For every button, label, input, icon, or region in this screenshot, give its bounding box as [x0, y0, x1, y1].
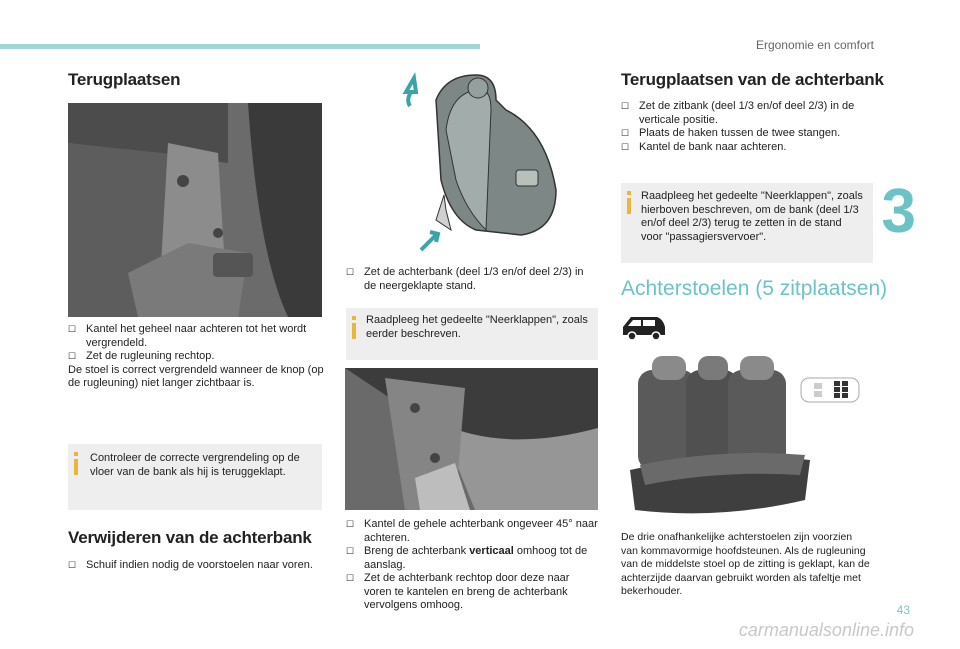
left2-bullet-1: ☐ Schuif indien nodig de voorstoelen naar voren. [68, 559, 313, 571]
left-info-note: Controleer de correcte vergrendeling op de vloer van de bank als hij is teruggeklapt. [68, 444, 322, 510]
right-instructions [621, 100, 875, 154]
square-bullet-icon: ☐ [621, 128, 630, 138]
page-number: 43 [896, 603, 910, 617]
right-bullet-1: ☐ Zet de zitbank (deel 1/3 en/of deel 2/3) in de verticale positie. [621, 100, 855, 126]
seat-drawing-folded [396, 70, 566, 260]
middle2-bullet-1: ☐ Kantel de gehele achterbank ongeveer 45° naar achteren. [346, 518, 598, 544]
rear-seats-illustration [630, 350, 815, 518]
left-instructions [68, 323, 330, 391]
square-bullet-icon: ☐ [346, 546, 355, 556]
right-bullet-2: ☐ Plaats de haken tussen de twee stangen. [621, 127, 841, 139]
right-title: Terugplaatsen van de achterbank [621, 70, 884, 89]
photo-seat-removal [345, 368, 598, 510]
middle-info-note: Raadpleeg het gedeelte "Neerklappen", zoals eerder beschreven. [346, 308, 598, 360]
square-bullet-icon: ☐ [68, 351, 77, 361]
square-bullet-icon: ☐ [346, 573, 355, 583]
left-paragraph: De stoel is correct vergrendeld wanneer de knop (op de rugleuning) niet langer zichtbaar is. [68, 363, 324, 389]
info-icon [627, 191, 631, 195]
left-title2: Verwijderen van de achterbank [68, 528, 312, 547]
watermark: carmanualsonline.info [738, 620, 914, 640]
middle-bullet-1: ☐ Zet de achterbank (deel 1/3 en/of deel 2/3) in de neergeklapte stand. [346, 266, 584, 292]
middle-instructions2 [346, 518, 598, 613]
square-bullet-icon: ☐ [346, 267, 355, 277]
middle2-bullet-2: ☐ Breng de achterbank verticaal omhoog tot de aanslag. [346, 545, 588, 571]
car-icon [621, 313, 667, 343]
right-title2: Achterstoelen (5 zitplaatsen) [621, 277, 888, 300]
right-info-note: Raadpleeg het gedeelte "Neerklappen", zoals hierboven beschreven, om de bank (deel 1/3 en/of deel 2/3) terug te zetten in de stand voor "passagiersvervoer". [621, 183, 873, 263]
left-instructions2 [68, 559, 322, 573]
folded-seat-illustration [396, 70, 566, 260]
seat-layout-pictogram [800, 375, 860, 405]
middle-instructions [346, 266, 598, 293]
left-title: Terugplaatsen [68, 70, 181, 89]
section-label: Ergonomie en comfort [755, 38, 874, 52]
square-bullet-icon: ☐ [68, 324, 77, 334]
left-bullet-1: ☐ Kantel het geheel naar achteren tot het wordt vergrendeld. [68, 323, 307, 349]
square-bullet-icon: ☐ [346, 519, 355, 529]
info-icon [74, 452, 78, 456]
car-pictogram [621, 313, 667, 343]
square-bullet-icon: ☐ [621, 101, 630, 111]
right-bullet-3: ☐ Kantel de bank naar achteren. [621, 140, 787, 153]
middle2-bullet-3: ☐ Zet de achterbank rechtop door deze naar voren te kantelen en breng de achterbank vervolgens omhoog. [346, 572, 570, 611]
square-bullet-icon: ☐ [68, 560, 77, 570]
seat-removal-illustration [345, 368, 598, 510]
seat-layout-icon [800, 375, 860, 405]
left-bullet-2: ☐ Zet de rugleuning rechtop. [68, 350, 215, 362]
seat-lock-illustration [68, 103, 322, 317]
chapter-number: 3 [881, 177, 916, 246]
right-paragraph: De drie onafhankelijke achterstoelen zijn voorzien van kommavormige hoofdsteunen. Als de rugleuning van de middelste stoel op de zitting is geklapt, kan de achterzijde daarvan gebruikt worden als tafeltje met bekerhouder. [621, 531, 870, 597]
square-bullet-icon: ☐ [621, 141, 630, 152]
photo-seat-lock [68, 103, 322, 317]
rear-seats-drawing [630, 350, 815, 518]
header-accent-bar [0, 44, 480, 49]
info-icon [352, 316, 356, 320]
